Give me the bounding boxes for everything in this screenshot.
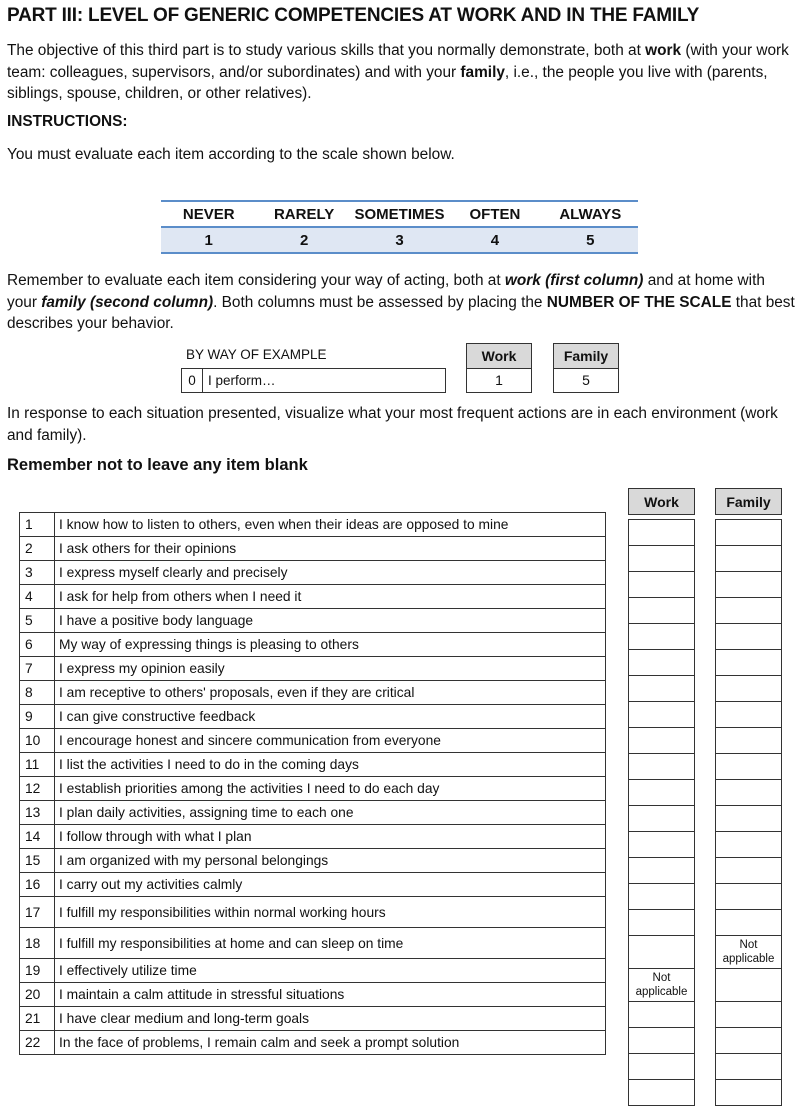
item-number: 4 xyxy=(20,585,55,609)
work-answer-cell[interactable] xyxy=(629,1080,695,1106)
page-title: PART III: LEVEL OF GENERIC COMPETENCIES AT WORK AND IN THE FAMILY xyxy=(7,5,700,26)
work-answer-cell[interactable] xyxy=(629,832,695,858)
work-answer-column xyxy=(628,488,695,1106)
scale-value: 4 xyxy=(490,231,500,249)
item-number: 14 xyxy=(20,825,55,849)
family-answer-cell[interactable] xyxy=(716,676,782,702)
table-row xyxy=(20,681,606,705)
family-column-header: Family xyxy=(716,489,782,515)
family-answer-cell[interactable] xyxy=(716,858,782,884)
work-answer-cell[interactable] xyxy=(629,728,695,754)
item-number: 21 xyxy=(20,1007,55,1031)
scale-value: 3 xyxy=(395,231,404,249)
visualize-text: In response to each situation presented, visualize what your most frequent actions are in each environment (work and family). xyxy=(7,405,778,444)
item-text: I carry out my activities calmly xyxy=(55,873,606,897)
item-number: 20 xyxy=(20,983,55,1007)
family-answer-cell[interactable] xyxy=(716,754,782,780)
item-number: 19 xyxy=(20,959,55,983)
family-answer-cell[interactable] xyxy=(716,1054,782,1080)
item-text: I ask others for their opinions xyxy=(55,537,606,561)
scale-value: 5 xyxy=(586,231,595,249)
example-family-column xyxy=(553,343,619,393)
item-text: I am receptive to others' proposals, even if they are critical xyxy=(55,681,606,705)
example-family-value: 5 xyxy=(582,372,590,388)
family-answer-cell[interactable] xyxy=(716,780,782,806)
family-answer-cell[interactable] xyxy=(716,546,782,572)
item-text: I fulfill my responsibilities at home and can sleep on time xyxy=(55,928,606,959)
blank-warning: Remember not to leave any item blank xyxy=(7,456,308,474)
work-answer-cell[interactable] xyxy=(629,910,695,936)
item-number: 16 xyxy=(20,873,55,897)
family-answer-cell[interactable] xyxy=(716,702,782,728)
work-answer-cell[interactable] xyxy=(629,546,695,572)
scale-label: ALWAYS xyxy=(559,205,622,223)
family-answer-cell[interactable] xyxy=(716,1080,782,1106)
work-answer-cell[interactable] xyxy=(629,572,695,598)
item-number: 11 xyxy=(20,753,55,777)
item-text: I maintain a calm attitude in stressful situations xyxy=(55,983,606,1007)
table-row xyxy=(20,873,606,897)
item-number: 8 xyxy=(20,681,55,705)
scale-label: RARELY xyxy=(273,205,335,223)
table-row xyxy=(20,1031,606,1055)
work-answer-cell[interactable] xyxy=(629,806,695,832)
instructions-heading: INSTRUCTIONS: xyxy=(7,113,128,130)
work-answer-cell[interactable] xyxy=(629,884,695,910)
work-answer-cell[interactable] xyxy=(629,624,695,650)
family-answer-cell[interactable] xyxy=(716,832,782,858)
item-text: I establish priorities among the activities I need to do each day xyxy=(55,777,606,801)
item-text: My way of expressing things is pleasing to others xyxy=(55,633,606,657)
item-number: 3 xyxy=(20,561,55,585)
table-row xyxy=(20,537,606,561)
family-answer-cell[interactable] xyxy=(716,910,782,936)
table-row xyxy=(20,561,606,585)
scale-value: 1 xyxy=(204,231,213,249)
family-answer-cell[interactable] xyxy=(716,728,782,754)
item-text: I express myself clearly and precisely xyxy=(55,561,606,585)
scale-label: SOMETIMES xyxy=(354,205,445,223)
item-text: I list the activities I need to do in the coming days xyxy=(55,753,606,777)
item-text: I follow through with what I plan xyxy=(55,825,606,849)
work-answer-cell[interactable] xyxy=(629,936,695,969)
item-text: I encourage honest and sincere communication from everyone xyxy=(55,729,606,753)
family-answer-cell[interactable] xyxy=(716,624,782,650)
example-label: BY WAY OF EXAMPLE xyxy=(186,347,327,362)
item-number: 9 xyxy=(20,705,55,729)
example-item xyxy=(181,368,446,393)
table-row xyxy=(20,928,606,959)
table-row xyxy=(20,585,606,609)
item-number: 12 xyxy=(20,777,55,801)
item-number: 2 xyxy=(20,537,55,561)
scale-value: 2 xyxy=(299,231,309,249)
work-answer-cell[interactable] xyxy=(629,858,695,884)
instructions-text: You must evaluate each item according to the scale shown below. xyxy=(7,146,455,163)
work-answer-cell[interactable] xyxy=(629,780,695,806)
items-table xyxy=(19,512,606,1055)
item-text: I have clear medium and long-term goals xyxy=(55,1007,606,1031)
example-number: 0 xyxy=(182,369,203,392)
table-row xyxy=(20,513,606,537)
table-row xyxy=(20,959,606,983)
intro-paragraph: The objective of this third part is to study various skills that you normally demonstrate, both at work (with your work team: colleagues, supervisors, and/or subordinates) and with your family, i.e., the people you live with (parents, siblings, spouse, children, or other relatives). xyxy=(7,42,789,102)
family-answer-cell[interactable] xyxy=(716,1028,782,1054)
work-answer-cell[interactable] xyxy=(629,520,695,546)
table-row xyxy=(20,897,606,928)
work-answer-cell[interactable] xyxy=(629,650,695,676)
work-answer-cell[interactable] xyxy=(629,1054,695,1080)
family-answer-cell[interactable] xyxy=(716,884,782,910)
table-row xyxy=(20,633,606,657)
item-number: 22 xyxy=(20,1031,55,1055)
example-text: I perform… xyxy=(208,373,276,388)
scale-label: OFTEN xyxy=(469,205,521,223)
item-text: In the face of problems, I remain calm and seek a prompt solution xyxy=(55,1031,606,1055)
example-work-value: 1 xyxy=(495,372,503,388)
family-answer-cell[interactable] xyxy=(716,520,782,546)
family-answer-cell[interactable] xyxy=(716,806,782,832)
item-number: 13 xyxy=(20,801,55,825)
family-answer-cell: Not applicable xyxy=(716,936,782,969)
table-row xyxy=(20,609,606,633)
item-number: 6 xyxy=(20,633,55,657)
table-row xyxy=(20,825,606,849)
example-family-header: Family xyxy=(554,344,618,369)
family-answer-cell[interactable] xyxy=(716,969,782,1002)
table-row xyxy=(20,777,606,801)
table-row xyxy=(20,983,606,1007)
item-text: I can give constructive feedback xyxy=(55,705,606,729)
table-row xyxy=(20,849,606,873)
work-answer-cell[interactable] xyxy=(629,754,695,780)
family-answer-column xyxy=(715,488,782,1106)
scale-labels-row xyxy=(161,202,638,228)
item-number: 18 xyxy=(20,928,55,959)
item-text: I effectively utilize time xyxy=(55,959,606,983)
item-text: I fulfill my responsibilities within normal working hours xyxy=(55,897,606,928)
remember-paragraph: Remember to evaluate each item considering your way of acting, both at work (first column) and at home with your family (second column). Both columns must be assessed by placing the NUMBER OF THE SCALE that best describes your behavior. xyxy=(7,272,795,332)
scale-label: NEVER xyxy=(182,205,235,223)
item-number: 1 xyxy=(20,513,55,537)
table-row xyxy=(20,705,606,729)
scale-values-row xyxy=(161,228,638,252)
table-row xyxy=(20,753,606,777)
example-work-header: Work xyxy=(467,344,531,369)
table-row xyxy=(20,1007,606,1031)
item-text: I have a positive body language xyxy=(55,609,606,633)
item-number: 15 xyxy=(20,849,55,873)
item-text: I express my opinion easily xyxy=(55,657,606,681)
table-row xyxy=(20,801,606,825)
item-number: 7 xyxy=(20,657,55,681)
family-answer-cell[interactable] xyxy=(716,572,782,598)
work-answer-cell[interactable] xyxy=(629,1028,695,1054)
family-answer-cell[interactable] xyxy=(716,598,782,624)
work-answer-cell[interactable] xyxy=(629,598,695,624)
family-answer-cell[interactable] xyxy=(716,1002,782,1028)
item-number: 10 xyxy=(20,729,55,753)
family-answer-cell[interactable] xyxy=(716,650,782,676)
item-number: 5 xyxy=(20,609,55,633)
item-text: I am organized with my personal belongings xyxy=(55,849,606,873)
item-number: 17 xyxy=(20,897,55,928)
table-row xyxy=(20,657,606,681)
item-text: I know how to listen to others, even when their ideas are opposed to mine xyxy=(55,513,606,537)
table-row xyxy=(20,729,606,753)
work-answer-cell[interactable] xyxy=(629,676,695,702)
example-work-column xyxy=(466,343,532,393)
rating-scale-table xyxy=(161,200,638,254)
work-answer-cell[interactable] xyxy=(629,702,695,728)
work-answer-cell[interactable] xyxy=(629,1002,695,1028)
work-column-header: Work xyxy=(629,489,695,515)
item-text: I plan daily activities, assigning time to each one xyxy=(55,801,606,825)
work-answer-cell: Not applicable xyxy=(629,969,695,1002)
item-text: I ask for help from others when I need it xyxy=(55,585,606,609)
